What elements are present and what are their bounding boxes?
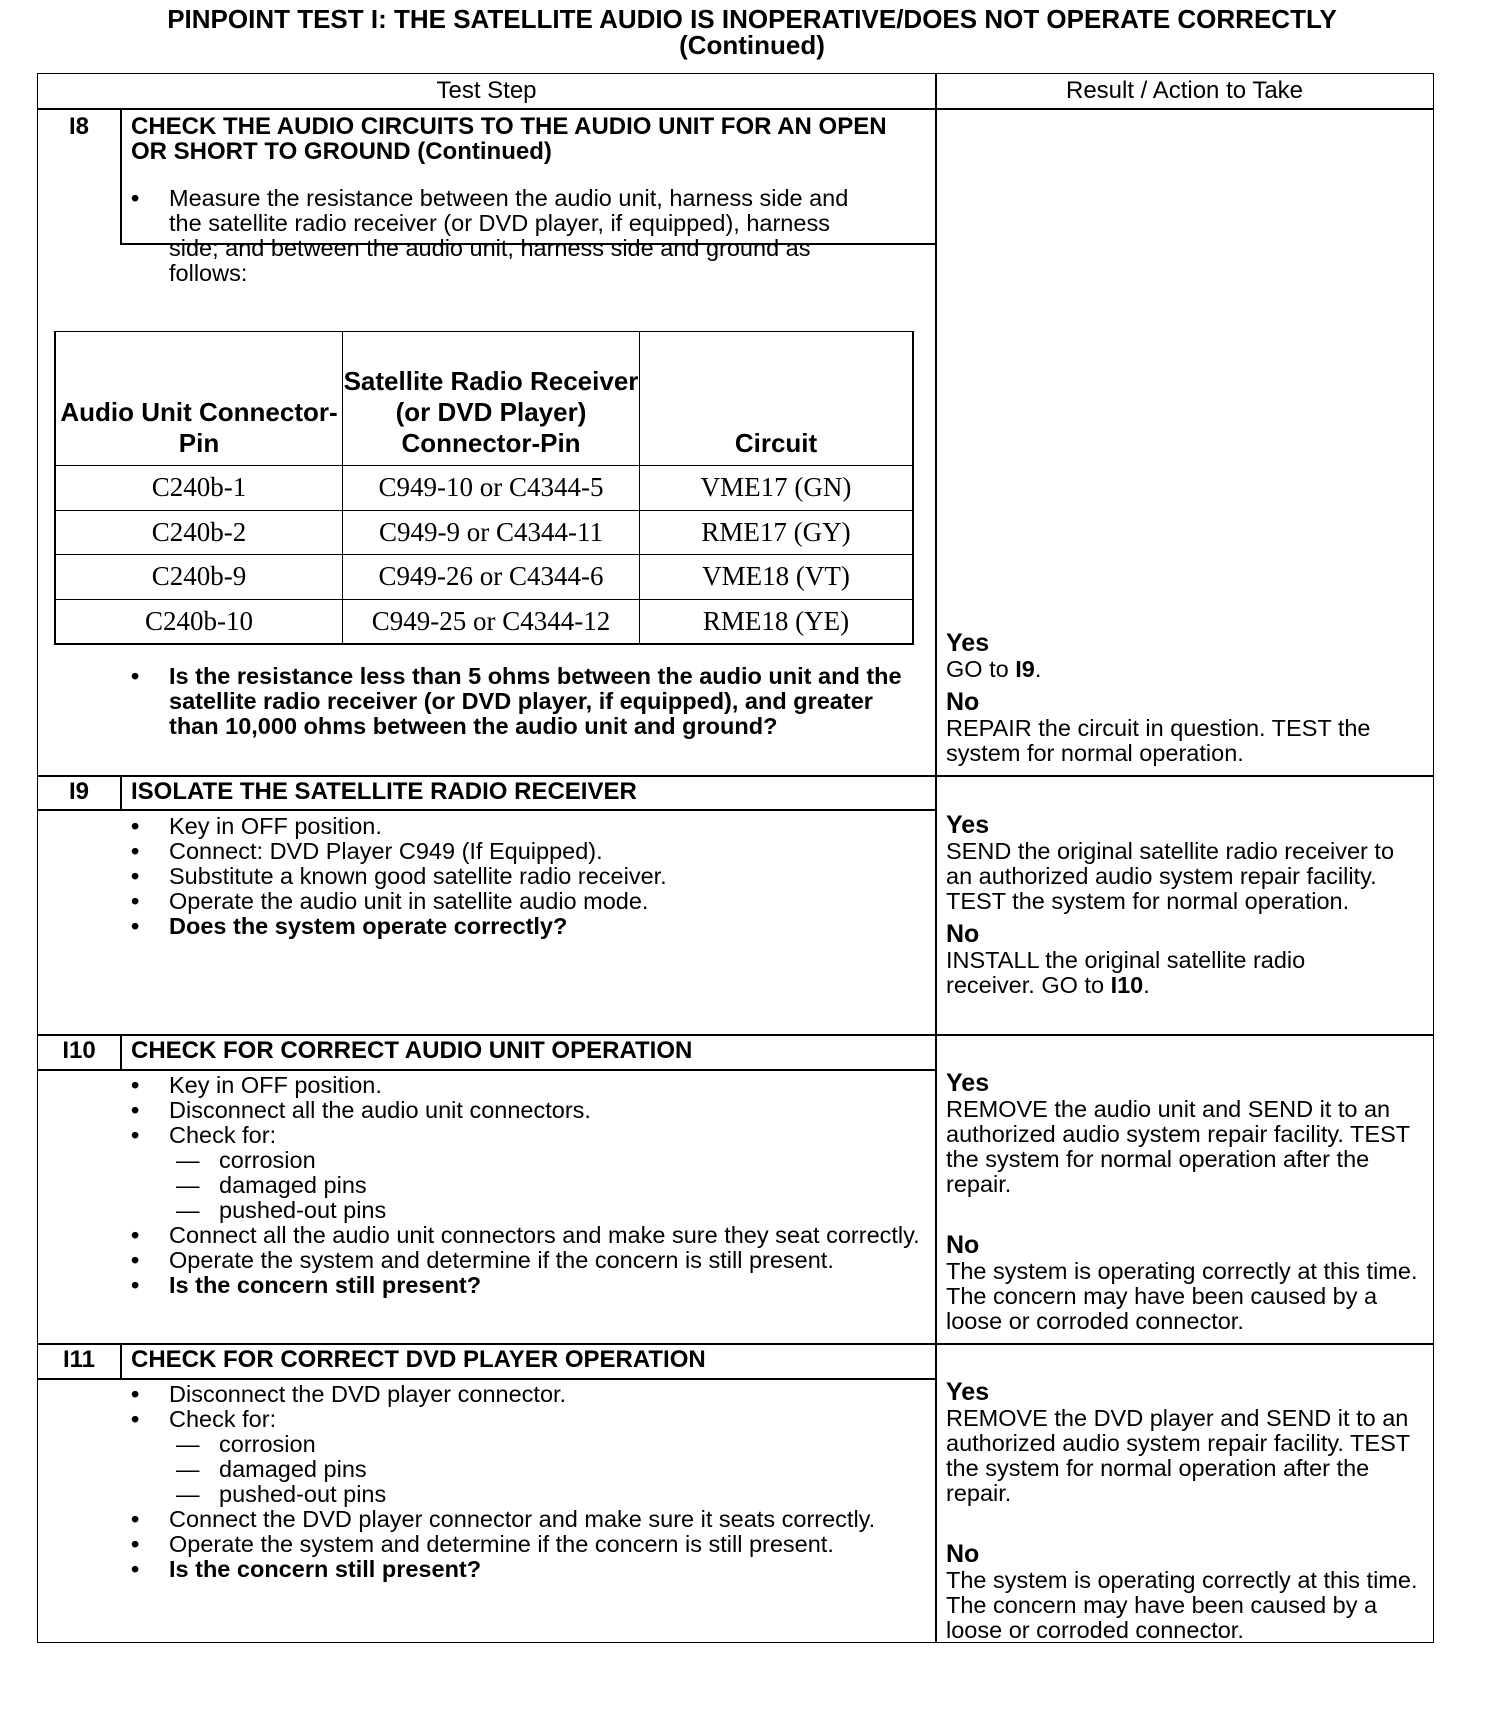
yes-action: SEND the original satellite radio receiver to an authorized audio system repair facility. TEST the system for normal operation. bbox=[946, 838, 1395, 914]
instruction-question: • Is the concern still present? bbox=[131, 1557, 951, 1582]
table-row bbox=[56, 510, 913, 554]
table-cell: RME18 (YE) bbox=[640, 599, 913, 643]
table-cell: C949-26 or C4344-6 bbox=[343, 555, 640, 599]
table-row bbox=[56, 599, 913, 643]
result-i9 bbox=[946, 811, 1426, 998]
no-label: No bbox=[946, 688, 980, 716]
step-title-divider bbox=[38, 809, 935, 811]
table-cell: VME18 (VT) bbox=[640, 555, 913, 599]
header-result: Result / Action to Take bbox=[1065, 77, 1304, 104]
step-title: ISOLATE THE SATELLITE RADIO RECEIVER bbox=[131, 778, 637, 805]
instruction-item: • Check for: bbox=[131, 1123, 951, 1148]
instruction-item: • Substitute a known good satellite radio receiver. bbox=[131, 864, 951, 889]
table-cell: C240b-10 bbox=[56, 599, 343, 643]
header-test-step: Test Step bbox=[436, 77, 537, 104]
table-cell: C240b-2 bbox=[56, 510, 343, 554]
page-title bbox=[0, 6, 1504, 58]
result-i8 bbox=[946, 629, 1426, 766]
row-divider bbox=[38, 1034, 1433, 1036]
step-num-divider bbox=[120, 1343, 122, 1379]
table-cell: VME17 (GN) bbox=[640, 466, 913, 510]
yes-action: GO to I9. bbox=[946, 656, 1042, 682]
table-row bbox=[56, 466, 913, 510]
step-title: CHECK THE AUDIO CIRCUITS TO THE AUDIO UNIT FOR AN OPEN OR SHORT TO GROUND (Continued) bbox=[131, 113, 887, 165]
instruction-question: • Is the concern still present? bbox=[131, 1273, 951, 1298]
step-num-divider bbox=[120, 775, 122, 810]
no-action: The system is operating correctly at this time. The concern may have been caused by a loose or corroded connector. bbox=[946, 1258, 1418, 1334]
no-label: No bbox=[946, 1540, 980, 1568]
step-title: CHECK FOR CORRECT AUDIO UNIT OPERATION bbox=[131, 1037, 693, 1064]
row-divider bbox=[38, 1343, 1433, 1345]
step-num-divider bbox=[120, 1034, 122, 1070]
no-action: REPAIR the circuit in question. TEST the system for normal operation. bbox=[946, 715, 1371, 766]
no-label: No bbox=[946, 1231, 980, 1259]
instruction-item: • Connect: DVD Player C949 (If Equipped). bbox=[131, 839, 951, 864]
step-title-divider bbox=[38, 1378, 935, 1380]
no-action: The system is operating correctly at this time. The concern may have been caused by a loose or corroded connector. bbox=[946, 1567, 1418, 1643]
instruction-subitem: — corrosion bbox=[131, 1432, 951, 1457]
col-header-receiver: Satellite Radio Receiver (or DVD Player) Connector-Pin bbox=[343, 332, 640, 466]
col-header-circuit: Circuit bbox=[640, 332, 913, 466]
instruction-subitem: — damaged pins bbox=[131, 1173, 951, 1198]
table-cell: C949-9 or C4344-11 bbox=[343, 510, 640, 554]
yes-action: REMOVE the audio unit and SEND it to an authorized audio system repair facility. TEST the system for normal operation after the repair. bbox=[946, 1096, 1410, 1197]
step-number: I9 bbox=[68, 778, 89, 805]
col-header-audio-unit: Audio Unit Connector-Pin bbox=[56, 332, 343, 466]
yes-label: Yes bbox=[946, 629, 990, 657]
step-instructions bbox=[131, 814, 951, 939]
table-cell: C949-10 or C4344-5 bbox=[343, 466, 640, 510]
instruction-item: • Disconnect all the audio unit connectors. bbox=[131, 1098, 951, 1123]
title-line-2: (Continued) bbox=[679, 30, 825, 60]
step-instructions bbox=[131, 1382, 951, 1582]
instruction-item: • Operate the system and determine if the concern is still present. bbox=[131, 1248, 951, 1273]
header-divider bbox=[38, 108, 1433, 110]
instruction-item: • Measure the resistance between the audio unit, harness side and the satellite radio receiver (or DVD player, if equipped), harness side; and between the audio unit, harness side and ground as follows: bbox=[131, 186, 851, 286]
table-row bbox=[56, 555, 913, 599]
table-cell: C240b-1 bbox=[56, 466, 343, 510]
instruction-subitem: — pushed-out pins bbox=[131, 1482, 951, 1507]
instruction-item: • Key in OFF position. bbox=[131, 1073, 951, 1098]
instruction-subitem: — pushed-out pins bbox=[131, 1198, 951, 1223]
instruction-item: • Disconnect the DVD player connector. bbox=[131, 1382, 951, 1407]
result-i10 bbox=[946, 1069, 1426, 1334]
step-num-divider bbox=[120, 108, 122, 244]
instruction-question: • Is the resistance less than 5 ohms between the audio unit and the satellite radio receiver (or DVD player, if equipped), and greater than 10,000 ohms between the audio unit and ground? bbox=[131, 664, 921, 739]
instruction-subitem: — damaged pins bbox=[131, 1457, 951, 1482]
no-label: No bbox=[946, 920, 980, 948]
step-question bbox=[131, 664, 921, 739]
instruction-question: • Does the system operate correctly? bbox=[131, 914, 951, 939]
table-cell: RME17 (GY) bbox=[640, 510, 913, 554]
no-action: INSTALL the original satellite radio receiver. GO to I10. bbox=[946, 947, 1306, 998]
pinpoint-test-table bbox=[37, 73, 1434, 1643]
instruction-item: • Key in OFF position. bbox=[131, 814, 951, 839]
row-divider bbox=[38, 775, 1433, 777]
table-cell: C240b-9 bbox=[56, 555, 343, 599]
instruction-item: • Operate the audio unit in satellite audio mode. bbox=[131, 889, 951, 914]
instruction-item: • Connect the DVD player connector and make sure it seats correctly. bbox=[131, 1507, 951, 1532]
step-number: I8 bbox=[68, 113, 89, 140]
title-line-1: PINPOINT TEST I: THE SATELLITE AUDIO IS INOPERATIVE/DOES NOT OPERATE CORRECTLY bbox=[167, 4, 1337, 34]
step-instructions bbox=[131, 1073, 951, 1298]
instruction-item: • Check for: bbox=[131, 1407, 951, 1432]
yes-label: Yes bbox=[946, 1378, 990, 1406]
yes-label: Yes bbox=[946, 811, 990, 839]
step-instructions bbox=[131, 186, 851, 286]
step-number: I10 bbox=[62, 1037, 96, 1064]
step-number: I11 bbox=[62, 1346, 96, 1373]
step-title-divider bbox=[38, 1069, 935, 1071]
instruction-item: • Connect all the audio unit connectors and make sure they seat correctly. bbox=[131, 1223, 951, 1248]
yes-action: REMOVE the DVD player and SEND it to an authorized audio system repair facility. TEST the system for normal operation after the repair. bbox=[946, 1405, 1410, 1506]
step-title: CHECK FOR CORRECT DVD PLAYER OPERATION bbox=[131, 1346, 706, 1373]
instruction-item: • Operate the system and determine if the concern is still present. bbox=[131, 1532, 951, 1557]
yes-label: Yes bbox=[946, 1069, 990, 1097]
table-cell: C949-25 or C4344-12 bbox=[343, 599, 640, 643]
resistance-table bbox=[54, 331, 914, 645]
result-i11 bbox=[946, 1378, 1426, 1643]
instruction-subitem: — corrosion bbox=[131, 1148, 951, 1173]
